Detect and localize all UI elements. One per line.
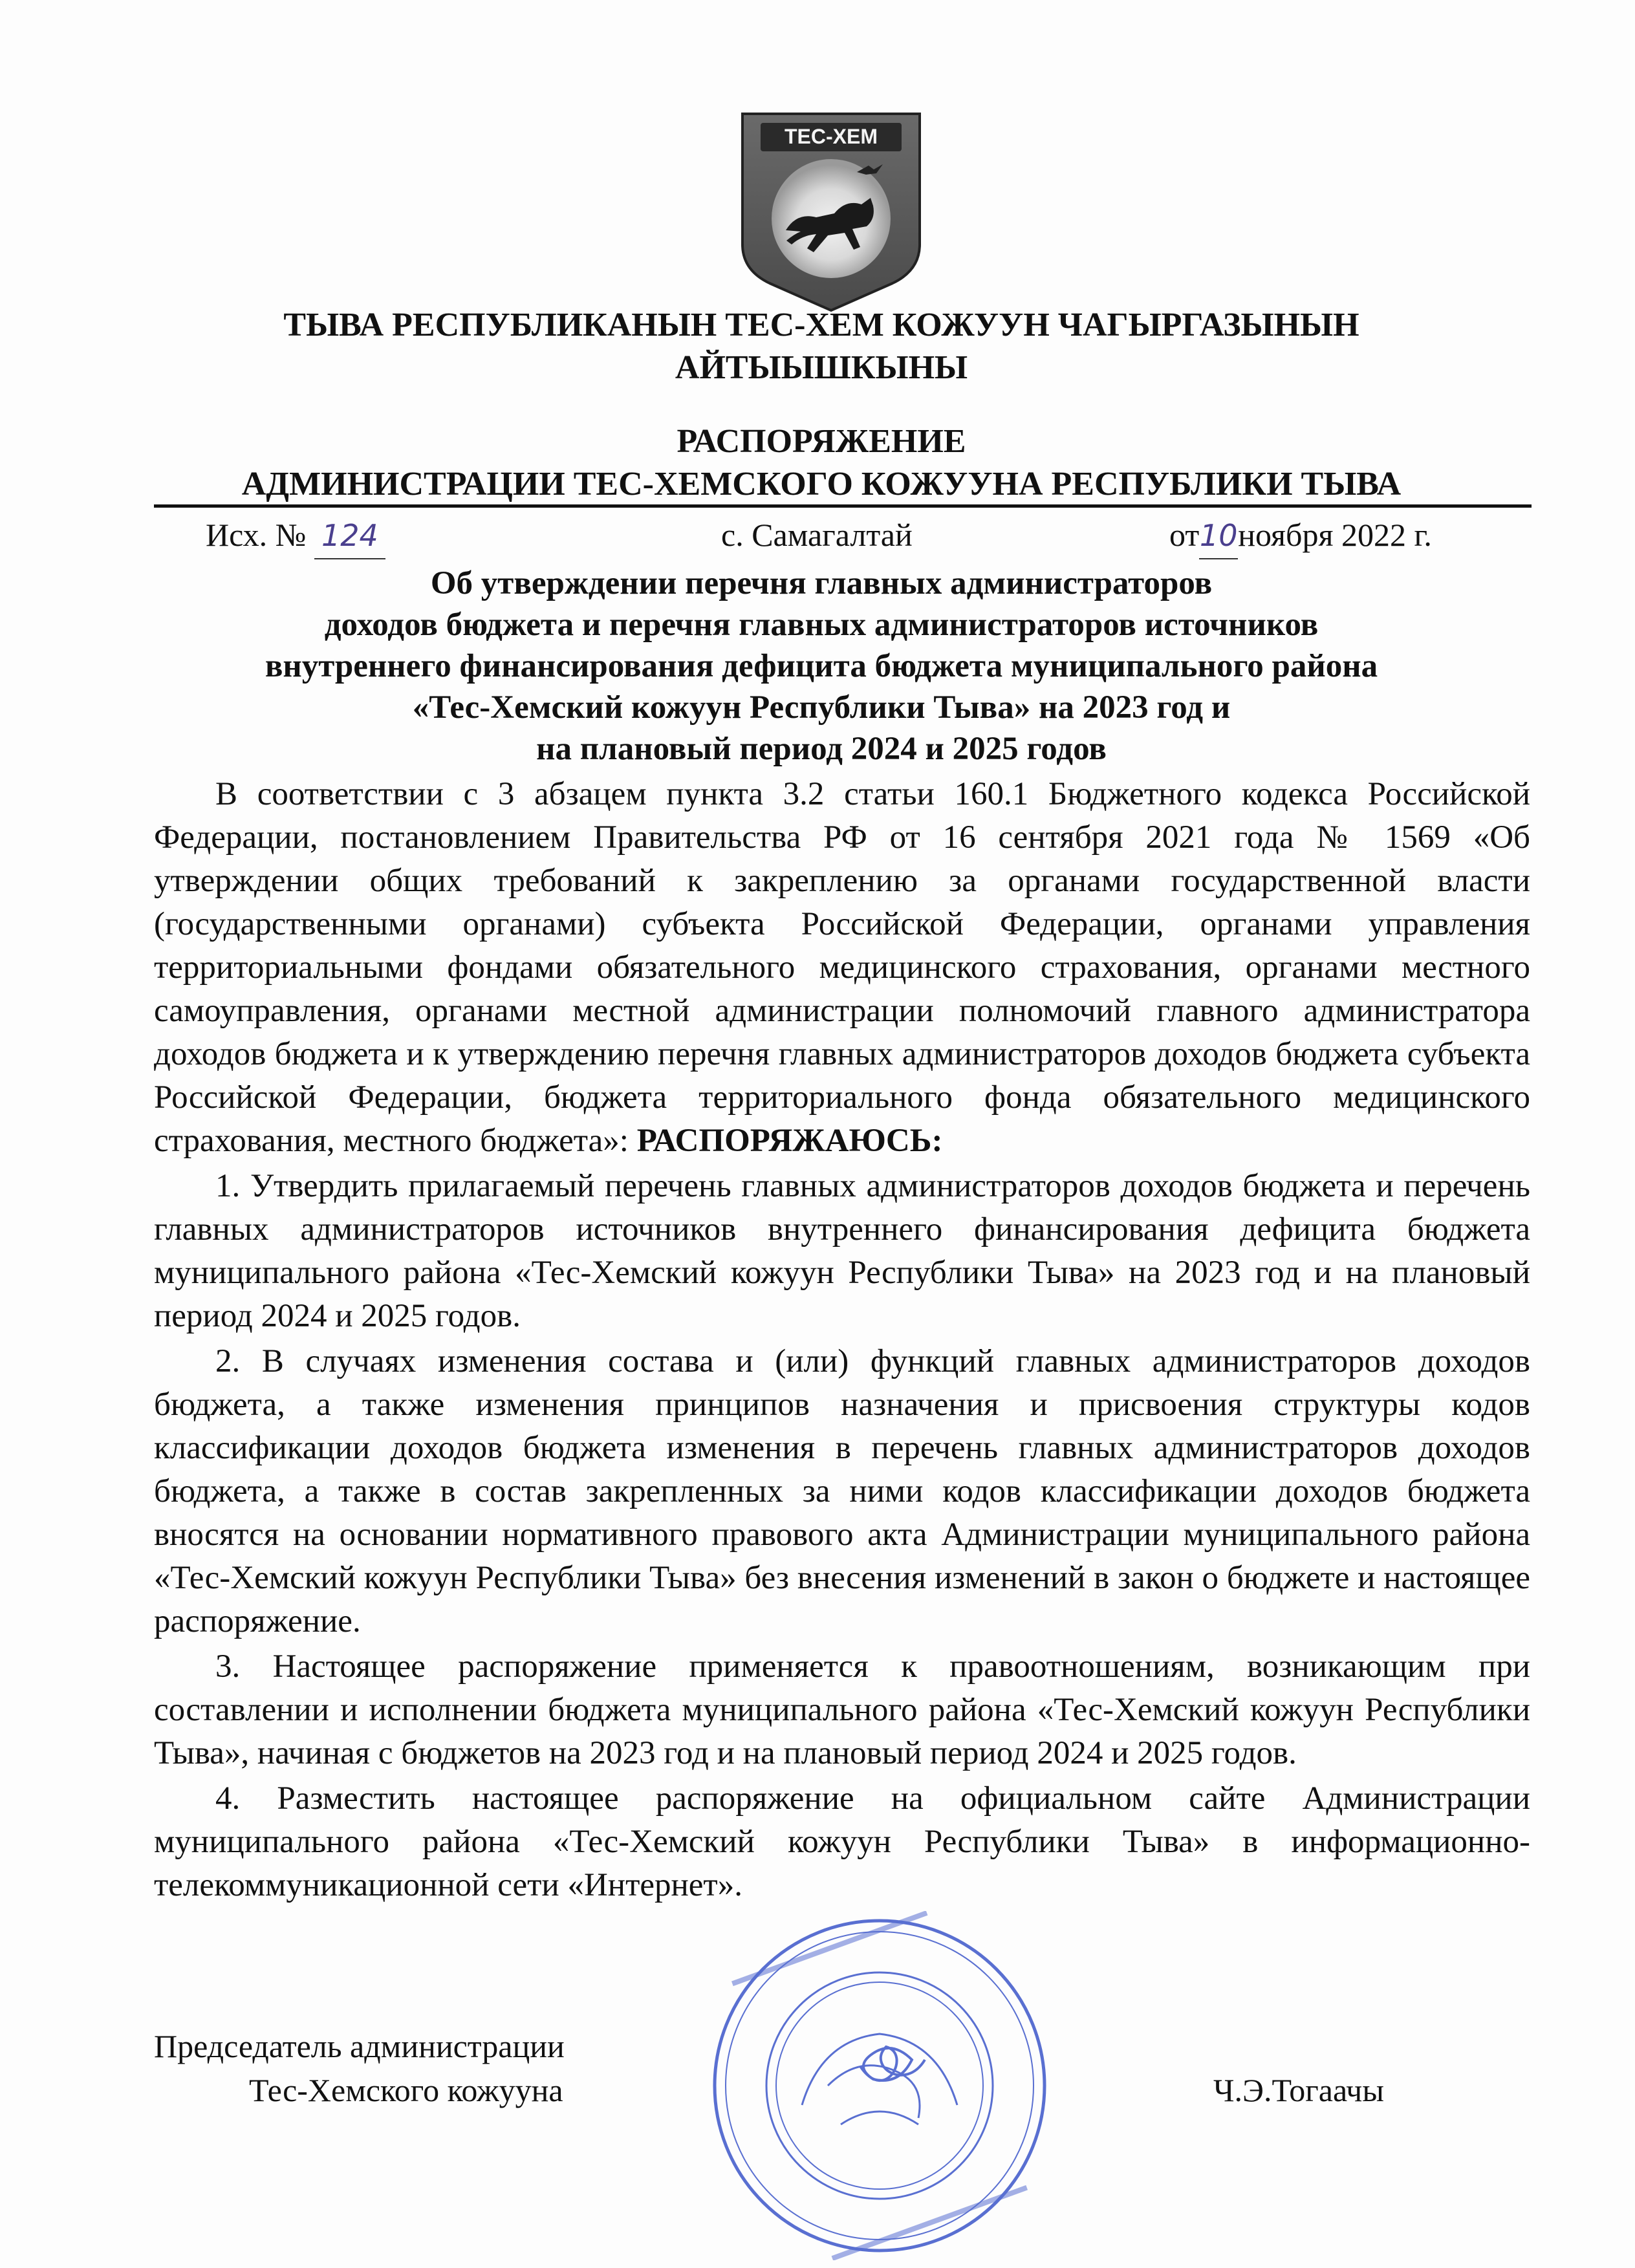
number-label: Исх. № bbox=[206, 517, 307, 553]
document-title bbox=[162, 563, 1481, 770]
decree-word: РАСПОРЯЖАЮСЬ: bbox=[636, 1123, 943, 1159]
emblem-text: ТЕС-ХЕМ bbox=[785, 125, 878, 148]
order-heading bbox=[162, 420, 1481, 506]
date-day: 10 bbox=[1199, 513, 1238, 559]
clause-3: 3. Настоящее распоряжение применяется к правоотношениям, возникающим при составлении и исполнении бюджета муниципального района «Тес-Хемский кожуун Республики Тыва», начиная с бюджетов на 2023 год и на плановый период 2024 и 2025 годов. bbox=[154, 1648, 1530, 1771]
administration-name: АДМИНИСТРАЦИИ ТЕС-ХЕМСКОГО КОЖУУНА РЕСПУБЛИКИ ТЫВА bbox=[241, 466, 1402, 502]
signatory-title-line2: Тес-Хемского кожууна bbox=[249, 2072, 563, 2108]
date-rest: ноября 2022 г. bbox=[1238, 517, 1432, 553]
signatory-name: Ч.Э.Тогаачы bbox=[1213, 2072, 1384, 2108]
header-divider bbox=[154, 504, 1532, 508]
header-tuvan-title: ТЫВА РЕСПУБЛИКАНЫН ТЕС-ХЕМ КОЖУУН ЧАГЫРГАЗЫНЫН АЙТЫЫШКЫНЫ bbox=[283, 307, 1359, 386]
preamble-paragraph bbox=[154, 773, 1530, 1163]
outgoing-number bbox=[206, 512, 385, 559]
horse-and-eagle-emblem-icon bbox=[737, 109, 925, 316]
document-date bbox=[1169, 512, 1432, 559]
preamble-text: В соответствии с 3 абзацем пункта 3.2 статьи 160.1 Бюджетного кодекса Российской Федерации, постановлением Правительства РФ от 16 сентября 2021 года № 1569 «Об утверждении общих требований к закреплению за органами государственной власти (государственными органами) субъекта Российской Федерации, органами управления территориальными фондами обязательного медицинского страхования, органами местного самоуправления, органами местной администрации полномочий главного администратора доходов бюджета и к утверждению перечня главных администраторов доходов бюджета субъекта Российской Федерации, бюджета территориального фонда обязательного медицинского страхования, местного бюджета»: bbox=[154, 776, 1530, 1159]
place: с. Самагалтай bbox=[721, 517, 913, 553]
clause-4: 4. Разместить настоящее распоряжение на официальном сайте Администрации муниципального района «Тес-Хемский кожуун Республики Тыва» в информационно-телекоммуникационной сети «Интернет». bbox=[154, 1780, 1530, 1903]
clause-1: 1. Утвердить прилагаемый перечень главных администраторов доходов бюджета и перечень главных администраторов источников внутреннего финансирования дефицита бюджета муниципального района «Тес-Хемский кожуун Республики Тыва» на 2023 год и на плановый период 2024 и 2025 годов. bbox=[154, 1168, 1530, 1334]
signatory-title-line1: Председатель администрации bbox=[154, 2028, 565, 2064]
title-line: Об утверждении перечня главных администраторов bbox=[430, 565, 1213, 601]
title-line: на плановый период 2024 и 2025 годов bbox=[536, 731, 1107, 767]
title-line: внутреннего финансирования дефицита бюджета муниципального района bbox=[265, 648, 1378, 684]
number-value: 124 bbox=[314, 513, 385, 559]
official-round-seal-icon bbox=[705, 1911, 1054, 2260]
date-prefix: от bbox=[1169, 517, 1200, 553]
title-line: доходов бюджета и перечня главных администраторов источников bbox=[324, 607, 1319, 643]
order-label: РАСПОРЯЖЕНИЕ bbox=[677, 423, 966, 460]
title-line: «Тес-Хемский кожуун Республики Тыва» на 2023 год и bbox=[412, 689, 1231, 726]
clause-2: 2. В случаях изменения состава и (или) функций главных администраторов доходов бюджета, а также изменения принципов назначения и присвоения структуры кодов классификации доходов бюджета изменения в перечень главных администраторов доходов бюджета, а также в состав закрепленных за ними кодов классификации доходов бюджета вносятся на основании нормативного правового акта Администрации муниципального района «Тес-Хемский кожуун Республики Тыва» без внесения изменений в закон о бюджете и настоящее распоряжение. bbox=[154, 1343, 1530, 1639]
document-body bbox=[154, 773, 1530, 1907]
